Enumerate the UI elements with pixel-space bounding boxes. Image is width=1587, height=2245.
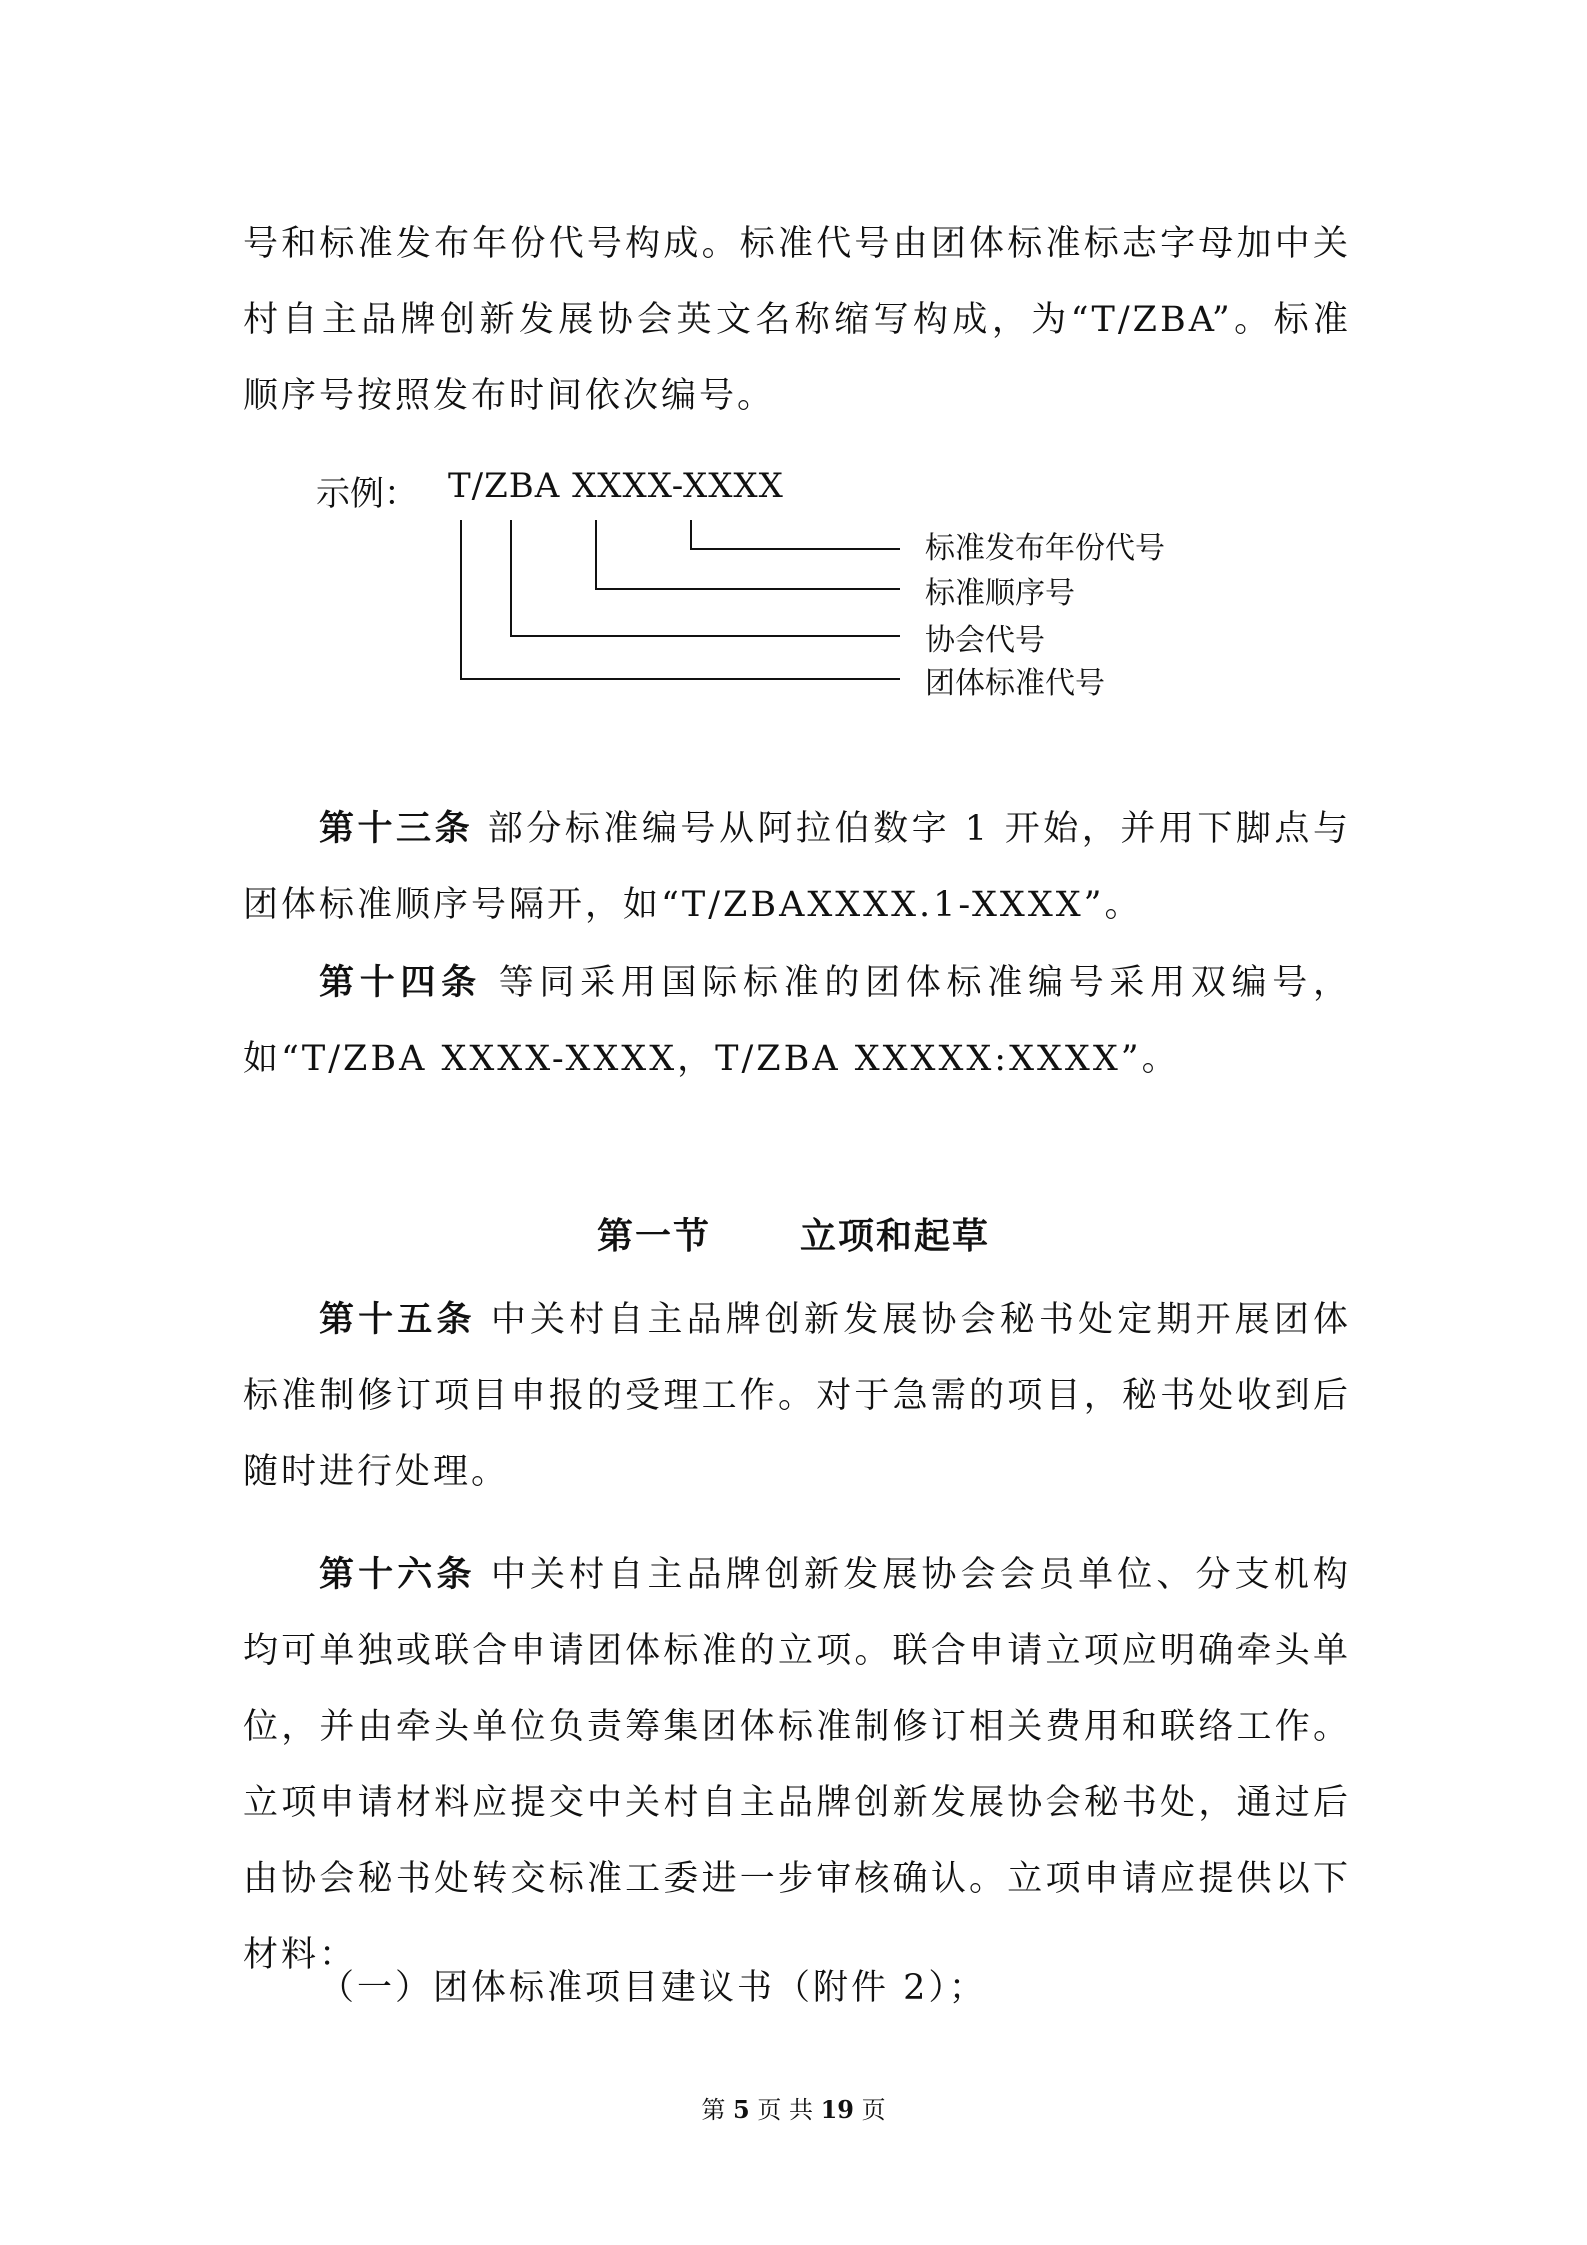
article-15 bbox=[243, 1282, 1351, 1510]
note-year-code: 标准发布年份代号 bbox=[925, 531, 1165, 566]
note-association-code: 协会代号 bbox=[925, 623, 1045, 658]
connector-seq-vertical bbox=[595, 520, 597, 590]
note-group-standard-code: 团体标准代号 bbox=[925, 666, 1105, 701]
article-16-heading: 第十六条 bbox=[319, 1554, 476, 1595]
footer-total-pages: 19 bbox=[820, 2095, 855, 2124]
connector-seq-horizontal bbox=[595, 588, 900, 590]
article-13 bbox=[243, 791, 1351, 943]
article-14-text: 等同采用国际标准的团体标准编号采用双编号，如“T/ZBA XXXX-XXXX，T/ZBA XXXXX:XXXX”。 bbox=[243, 963, 1351, 1079]
list-item bbox=[243, 1950, 1351, 2026]
footer-prefix: 第 bbox=[701, 2096, 726, 2124]
section-heading bbox=[0, 1208, 1587, 1259]
article-14-heading: 第十四条 bbox=[319, 962, 482, 1003]
section-number: 第一节 bbox=[596, 1215, 711, 1257]
footer-suffix: 页 bbox=[861, 2096, 886, 2124]
section-title: 立项和起草 bbox=[800, 1215, 991, 1257]
article-14 bbox=[243, 945, 1351, 1097]
list-item-text: （一）团体标准项目建议书（附件 2）； bbox=[319, 1968, 987, 2008]
article-15-heading: 第十五条 bbox=[319, 1299, 476, 1340]
article-15-text: 中关村自主品牌创新发展协会秘书处定期开展团体标准制修订项目申报的受理工作。对于急需的项目，秘书处收到后随时进行处理。 bbox=[243, 1300, 1351, 1492]
connector-assoc-vertical bbox=[510, 520, 512, 637]
article-13-text: 部分标准编号从阿拉伯数字 1 开始，并用下脚点与团体标准顺序号隔开，如“T/ZBAXXXX.1-XXXX”。 bbox=[243, 809, 1351, 925]
footer-page-number: 5 bbox=[732, 2095, 750, 2124]
article-16 bbox=[243, 1537, 1351, 1993]
intro-text: 号和标准发布年份代号构成。标准代号由团体标准标志字母加中关村自主品牌创新发展协会英文名称缩写构成，为“T/ZBA”。标准顺序号按照发布时间依次编号。 bbox=[243, 224, 1351, 416]
note-sequence-number: 标准顺序号 bbox=[925, 576, 1075, 611]
connector-group-vertical bbox=[460, 520, 462, 680]
footer-middle: 页 共 bbox=[757, 2096, 813, 2124]
connector-group-horizontal bbox=[460, 678, 900, 680]
connector-assoc-horizontal bbox=[510, 635, 900, 637]
intro-paragraph bbox=[243, 206, 1351, 434]
connector-year-vertical bbox=[690, 520, 692, 550]
connector-year-horizontal bbox=[690, 548, 900, 550]
page-footer bbox=[0, 2090, 1587, 2125]
article-16-text: 中关村自主品牌创新发展协会会员单位、分支机构均可单独或联合申请团体标准的立项。联合申请立项应明确牵头单位，并由牵头单位负责筹集团体标准制修订相关费用和联络工作。立项申请材料应提交中关村自主品牌创新发展协会秘书处，通过后由协会秘书处转交标准工委进一步审核确认。立项申请应提供以下材料： bbox=[243, 1555, 1351, 1975]
example-code: T/ZBA XXXX-XXXX bbox=[448, 466, 784, 506]
example-label: 示例： bbox=[316, 474, 418, 514]
article-13-heading: 第十三条 bbox=[319, 808, 474, 849]
